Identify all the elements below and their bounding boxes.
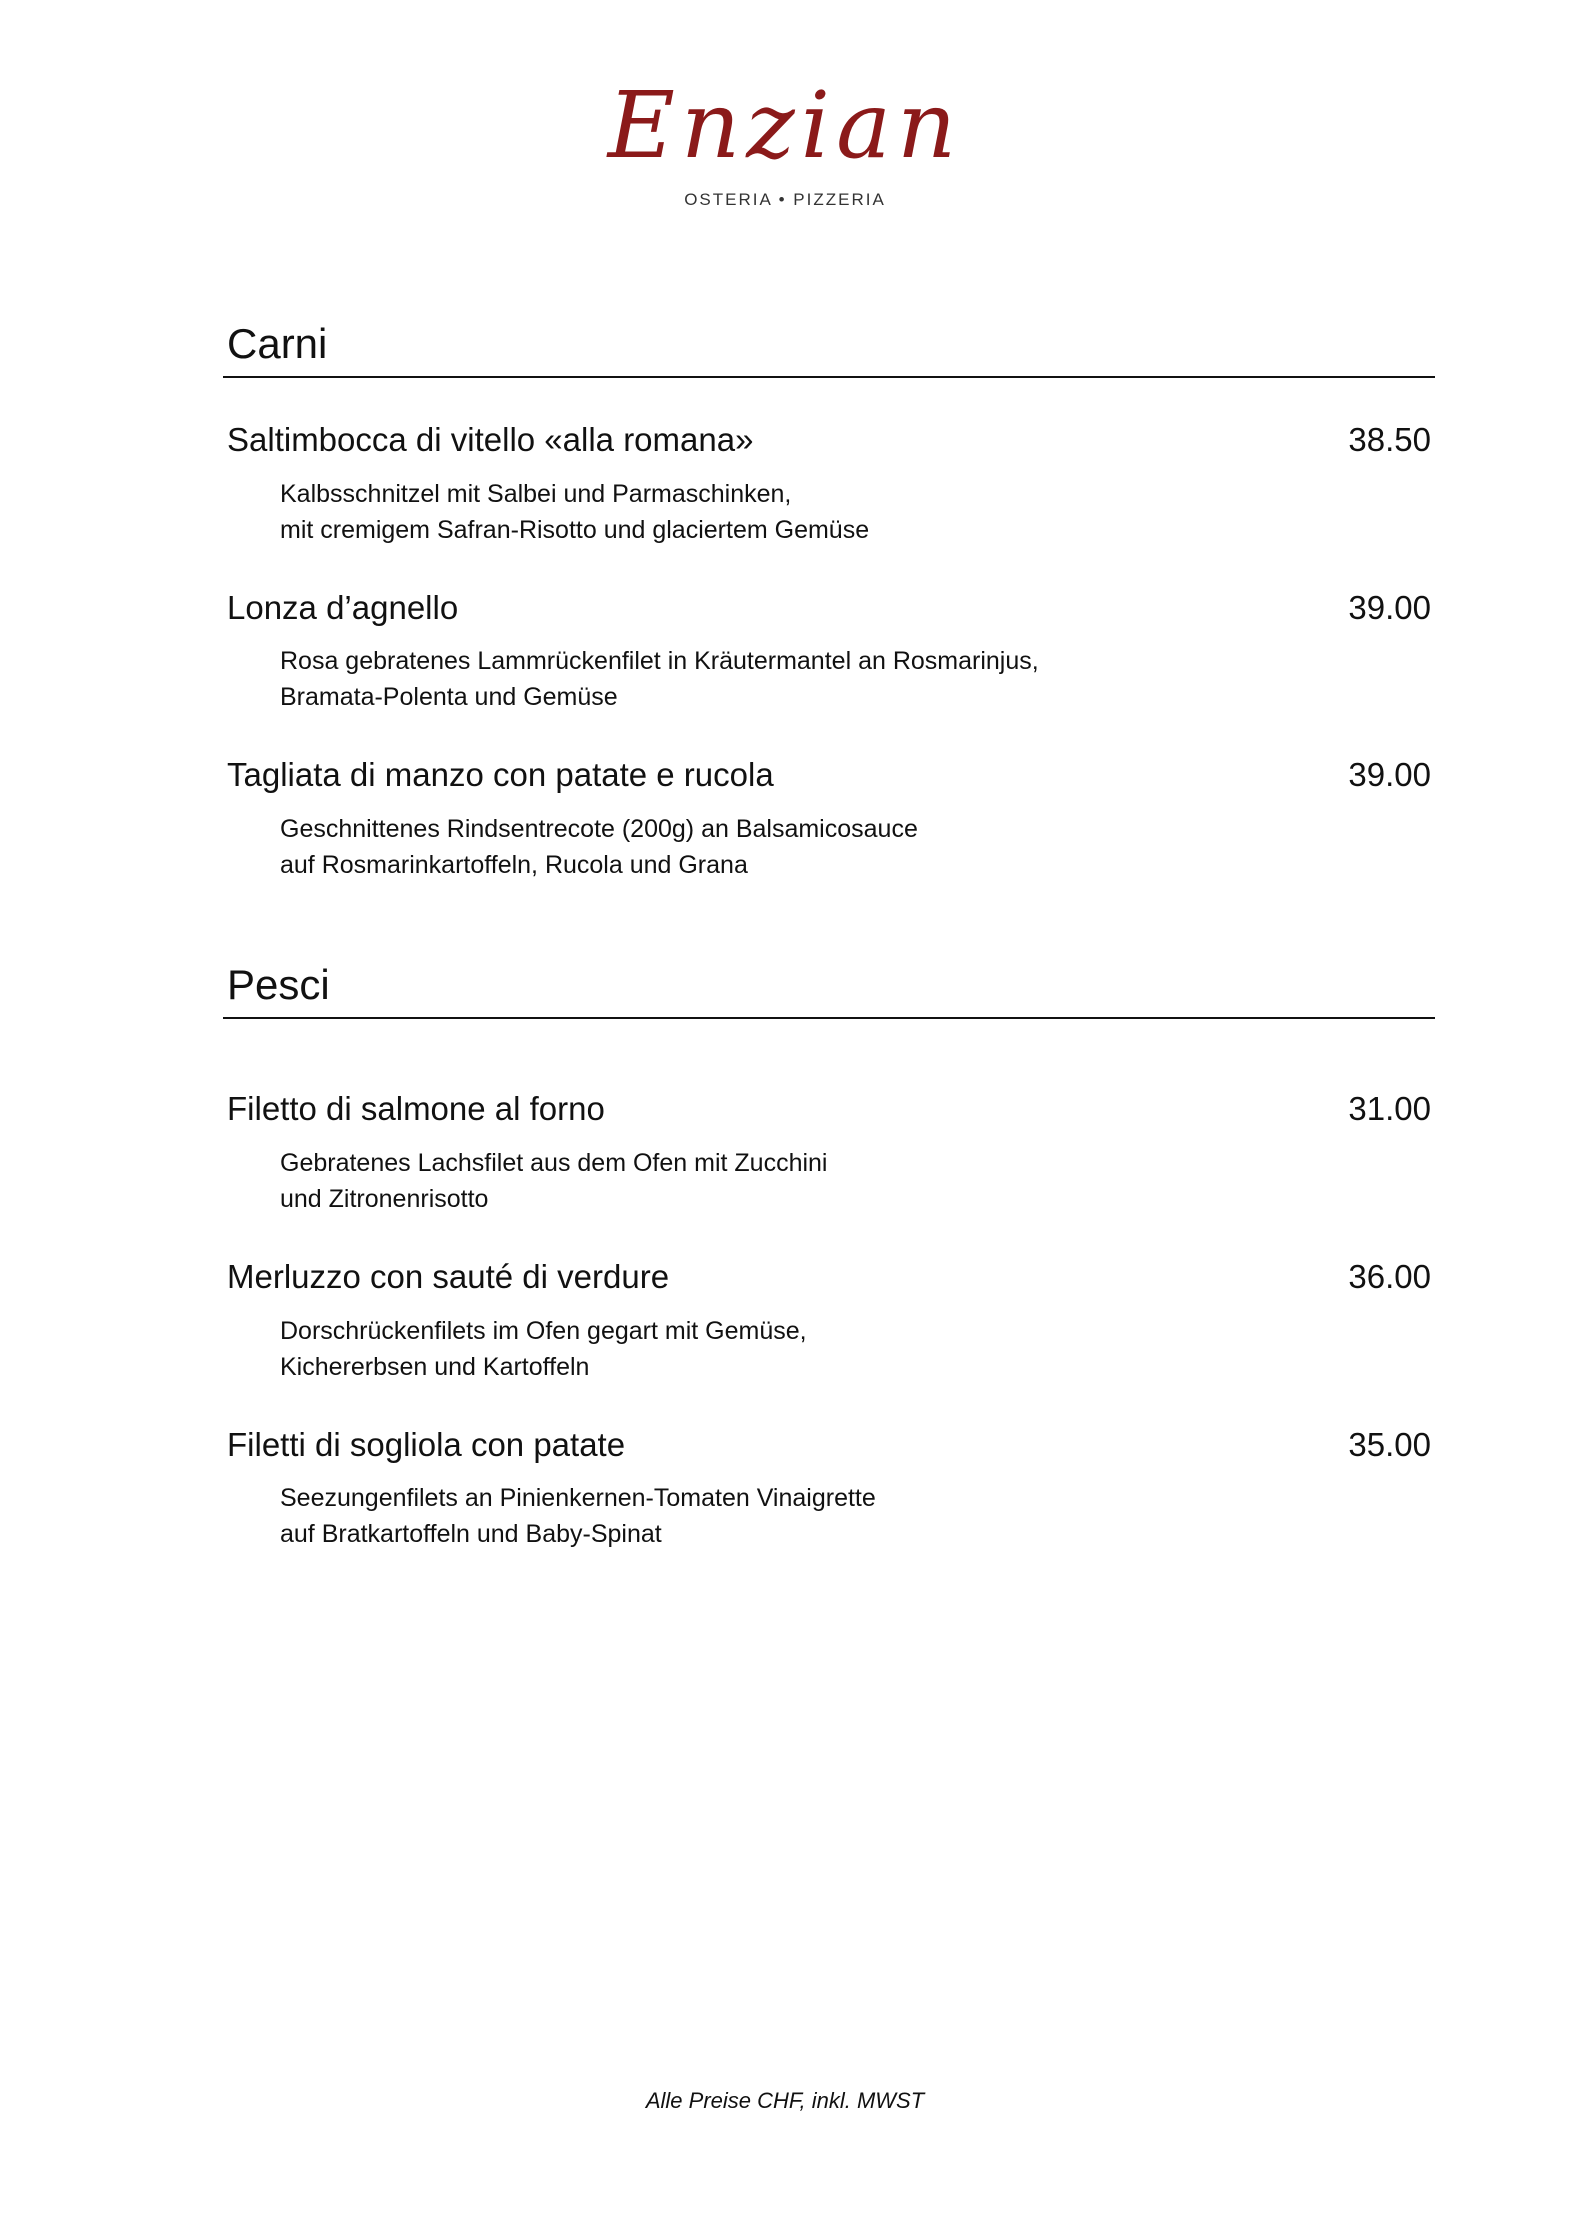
dish-description-line: auf Bratkartoffeln und Baby-Spinat — [280, 1520, 662, 1549]
section-carni — [223, 320, 1435, 883]
dish-description — [280, 811, 1435, 883]
section-title: Pesci — [227, 961, 330, 1009]
menu-item — [223, 755, 1435, 883]
dish-description-line: Gebratenes Lachsfilet aus dem Ofen mit Zucchini — [280, 1148, 828, 1177]
menu-item — [223, 1425, 1435, 1553]
menu — [223, 320, 1435, 1630]
dish-price: 31.00 — [1348, 1090, 1431, 1128]
dish-description-line: Rosa gebratenes Lammrückenfilet in Kräutermantel an Rosmarinjus, — [280, 647, 1039, 676]
dish-description-line: Bramata-Polenta und Gemüse — [280, 683, 618, 712]
dish-description-line: Kichererbsen und Kartoffeln — [280, 1352, 590, 1381]
section-title: Carni — [227, 320, 328, 367]
dish-description — [280, 643, 1435, 715]
dish-description — [280, 1145, 1435, 1217]
menu-item — [223, 420, 1435, 548]
dish-name: Filetti di sogliola con patate — [227, 1425, 626, 1463]
dish-description — [280, 476, 1435, 548]
dish-description-line: auf Rosmarinkartoffeln, Rucola und Grana — [280, 851, 748, 880]
dish-description-line: Kalbsschnitzel mit Salbei und Parmaschinken, — [280, 479, 792, 508]
dish-name: Merluzzo con sauté di verdure — [227, 1257, 670, 1295]
menu-item — [223, 1089, 1435, 1217]
dish-description — [280, 1480, 1435, 1552]
dish-description-line: Geschnittenes Rindsentrecote (200g) an Balsamicosauce — [280, 815, 918, 844]
dish-description-line: Dorschrückenfilets im Ofen gegart mit Gemüse, — [280, 1316, 807, 1345]
dish-price: 36.00 — [1348, 1257, 1431, 1295]
dish-price: 39.00 — [1348, 588, 1431, 626]
logo-subtitle: OSTERIA • PIZZERIA — [684, 190, 886, 209]
dish-price: 39.00 — [1348, 756, 1431, 794]
section-divider — [223, 376, 1435, 378]
section-divider — [223, 1017, 1435, 1019]
price-footnote: Alle Preise CHF, inkl. MWST — [645, 2088, 925, 2113]
dish-price: 38.50 — [1348, 421, 1431, 459]
dish-name: Lonza d’agnello — [227, 588, 459, 626]
menu-item — [223, 588, 1435, 716]
restaurant-logo — [0, 72, 1570, 210]
dish-name: Tagliata di manzo con patate e rucola — [227, 756, 774, 794]
dish-name: Filetto di salmone al forno — [227, 1090, 605, 1128]
menu-item — [223, 1257, 1435, 1385]
section-pesci — [223, 961, 1435, 1552]
dish-description — [280, 1313, 1435, 1385]
dish-price: 35.00 — [1348, 1425, 1431, 1463]
dish-description-line: Seezungenfilets an Pinienkernen-Tomaten Vinaigrette — [280, 1484, 876, 1513]
logo-wordmark: Enzian — [607, 72, 963, 179]
dish-description-line: mit cremigem Safran-Risotto und glaciertem Gemüse — [280, 515, 870, 544]
dish-description-line: und Zitronenrisotto — [280, 1184, 489, 1213]
dish-name: Saltimbocca di vitello «alla romana» — [227, 421, 754, 459]
